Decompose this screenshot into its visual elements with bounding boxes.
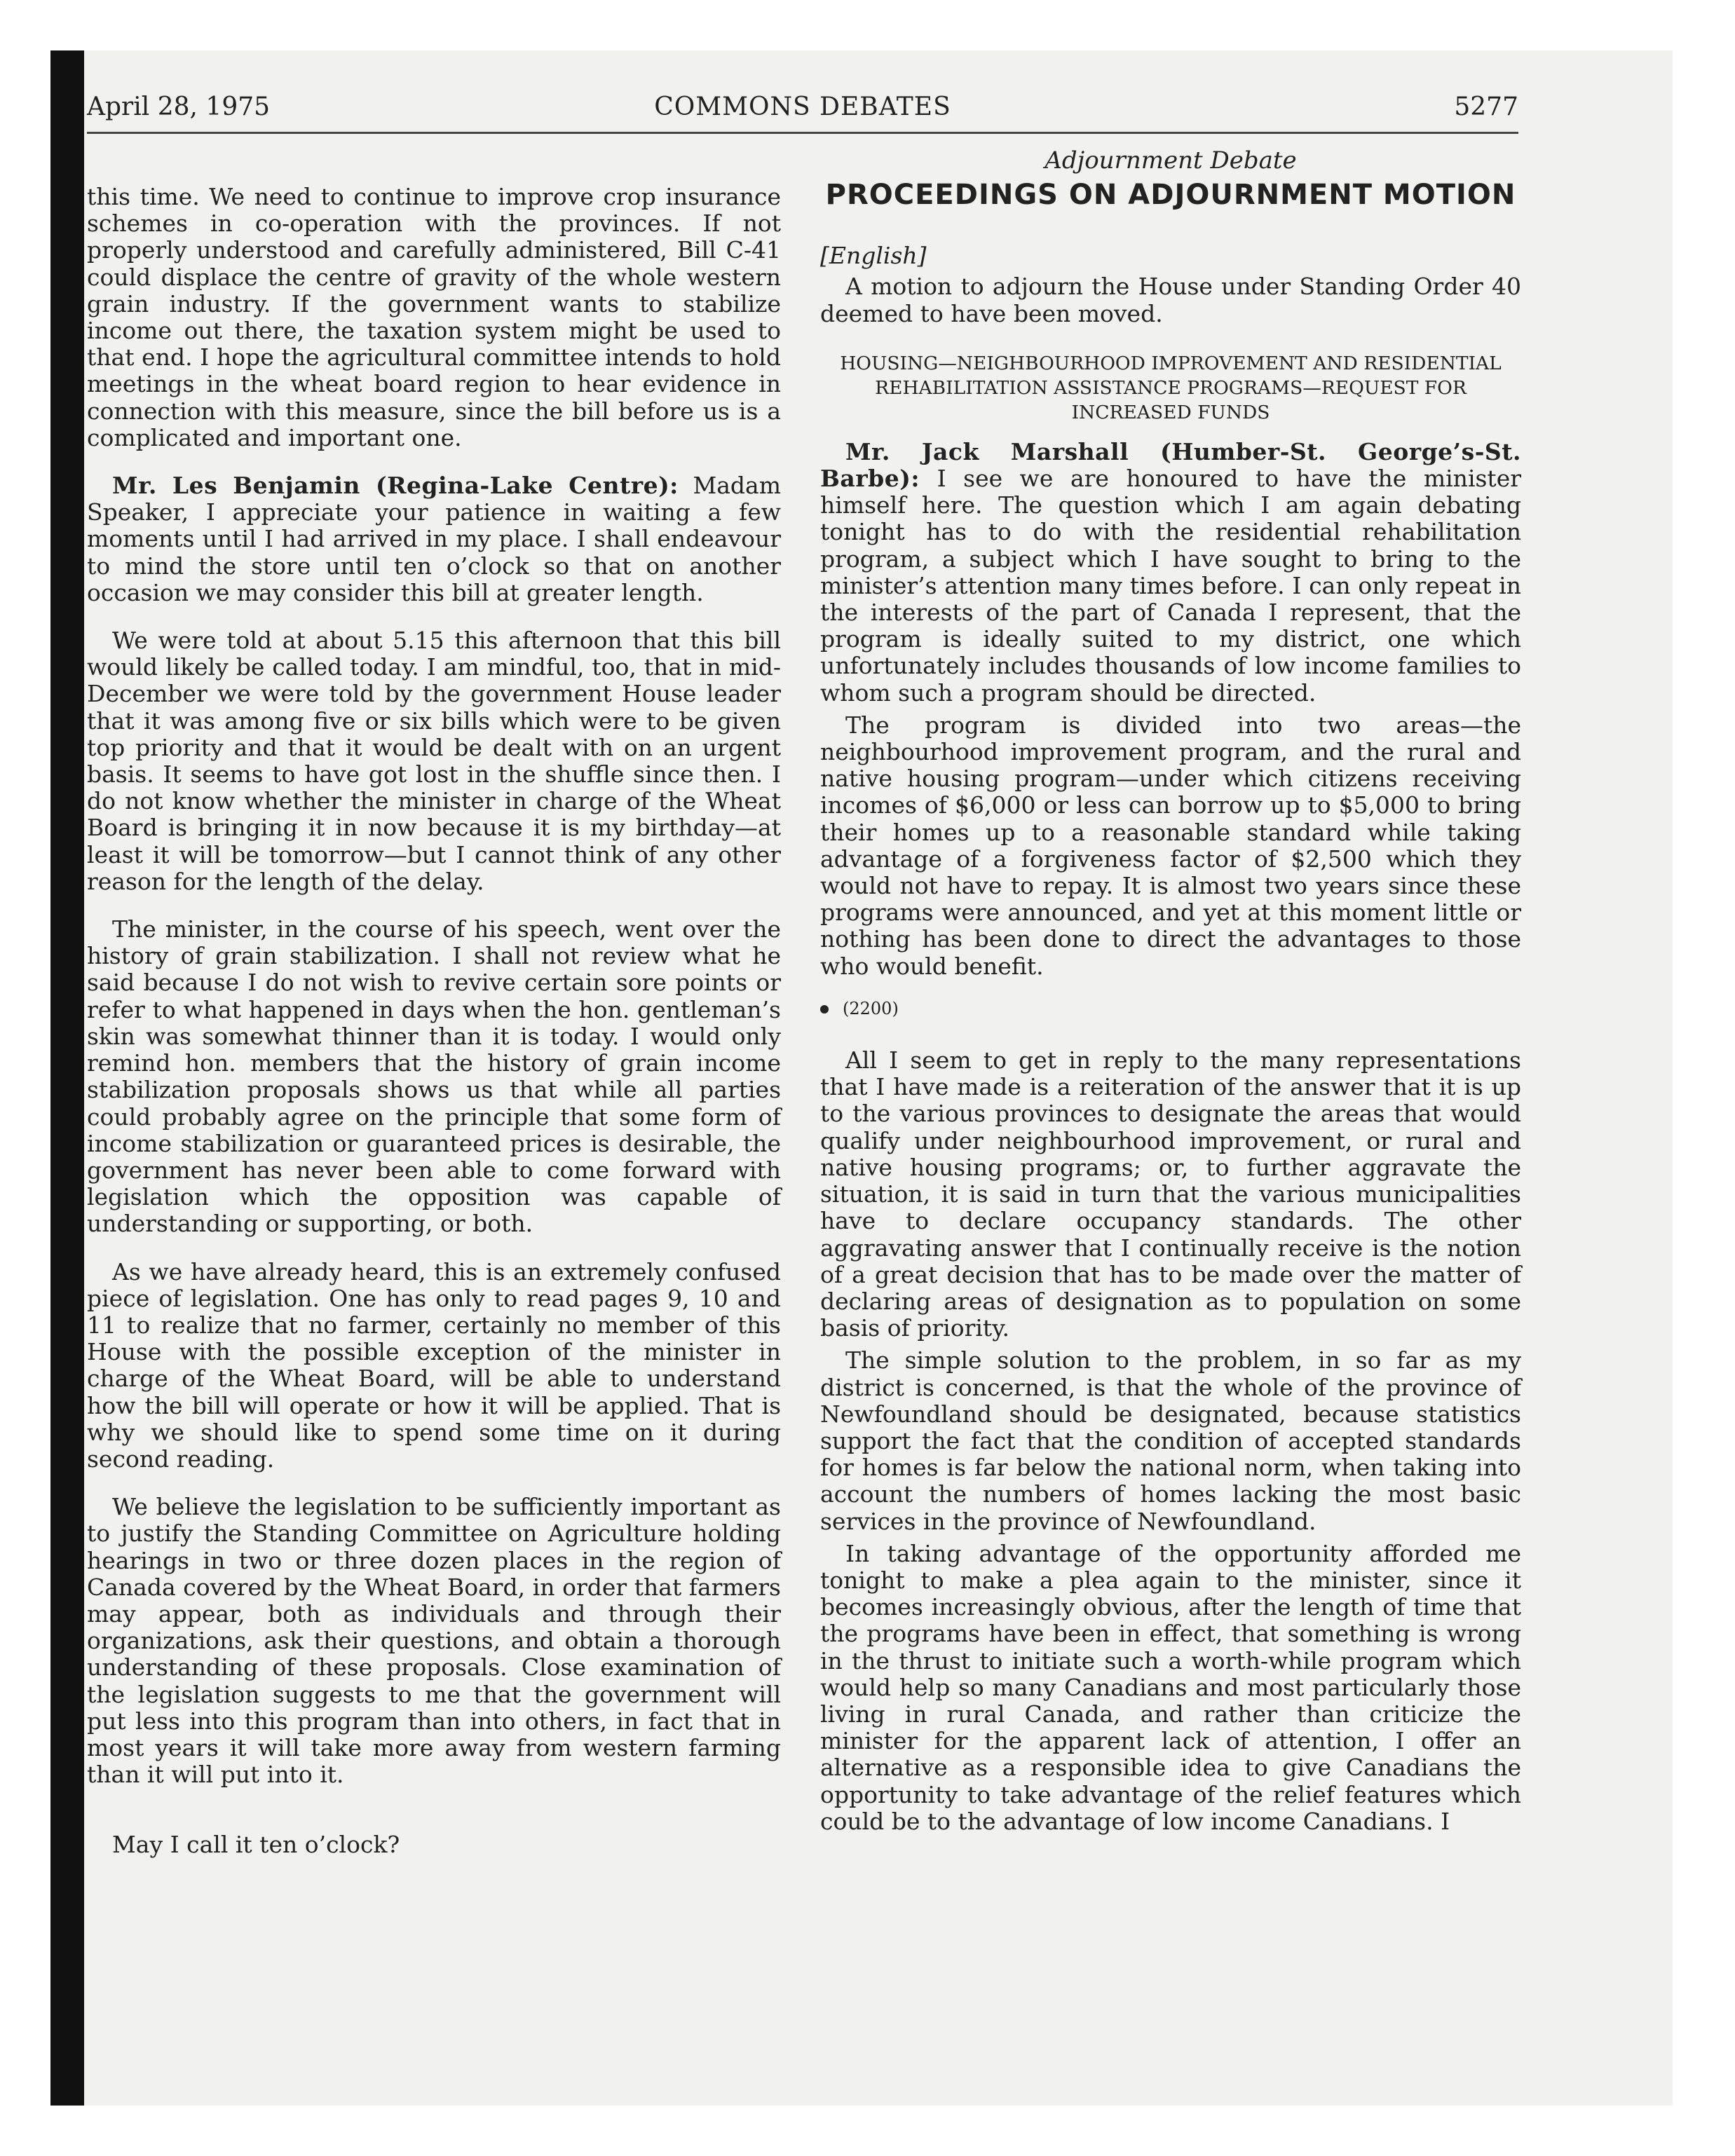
page-header xyxy=(87,93,1518,134)
section-label: Adjournment Debate xyxy=(1045,146,1297,175)
time-marker-text: (2200) xyxy=(843,998,899,1018)
right-column xyxy=(820,147,1521,1835)
paragraph: The minister, in the course of his speech, went over the history of grain stabilization. I shall not review what he said because I do not wish to revive certain sore points or refer to what happened in days when the hon. gentleman’s skin was somewhat thinner than it is today. I would only remind hon. members that the history of grain income stabilization proposals shows us that while all parties could probably agree on the principle that some form of income stabilization or guaranteed prices is desirable, the government has never been able to come forward with legislation which the opposition was capable of understanding or supporting, or both. xyxy=(87,915,781,1238)
paragraph: The simple solution to the problem, in so far as my district is concerned, is that the whole of the province of Newfoundland should be designated, because statistics support the fact that the condition of accepted standards for homes is far below the national norm, when taking into account the numbers of homes lacking the most basic services in the province of Newfoundland. xyxy=(820,1346,1521,1535)
paragraph: A motion to adjourn the House under Standing Order 40 deemed to have been moved. xyxy=(820,273,1521,327)
paragraph: As we have already heard, this is an extremely confused piece of legislation. One has only to read pages 9, 10 and 11 to realize that no farmer, certainly no member of this House with the possible exception of the minister in charge of the Wheat Board, will be able to understand how the bill will operate or how it will be applied. That is why we should like to spend some time on it during second reading. xyxy=(87,1257,781,1473)
speech-text: Madam Speaker, I appreciate your patience in waiting a few moments until I had arrived in my place. I shall endeavour to mind the store until ten o’clock so that on another occasion we may consider this bill at greater length. xyxy=(87,472,781,606)
paragraph: this time. We need to continue to improve crop insurance schemes in co-operation with the provinces. If not properly understood and carefully administered, Bill C-41 could displace the centre of gravity of the whole western grain industry. If the government wants to stabilize income out there, the taxation system might be used to that end. I hope the agricultural committee intends to hold meetings in the wheat board region to hear evidence in connection with this measure, since the bill before us is a complicated and important one. xyxy=(87,183,781,451)
header-page-number: 5277 xyxy=(1454,93,1518,121)
sub-heading: HOUSING—NEIGHBOURHOOD IMPROVEMENT AND RESIDENTIAL REHABILITATION ASSISTANCE PROGRAMS—REQUEST FOR INCREASED FUNDS xyxy=(840,352,1502,423)
paragraph: All I seem to get in reply to the many representations that I have made is a reiteration of the answer that it is up to the various provinces to designate the areas that would qualify under neighbourhood improvement, or rural and native housing programs; or, to further aggravate the situation, it is said in turn that the various municipalities have to declare occupancy standards. The other aggravating answer that I continually receive is the notion of a great decision that has to be made over the matter of declaring areas of designation as to population on some basis of priority. xyxy=(820,1046,1521,1342)
speaker-name: Mr. Jack Marshall (Humber-St. George’s-St. Barbe): xyxy=(820,437,1521,493)
paragraph xyxy=(820,439,1521,707)
header-date: April 28, 1975 xyxy=(87,93,271,121)
left-column xyxy=(87,184,781,1859)
speech-text: I see we are honoured to have the minister himself here. The question which I am again debating tonight has to do with the residential rehabilitation program, a subject which I have sought to bring to the minister’s attention many times before. I can only repeat in the interests of the part of Canada I represent, that the program is ideally suited to my district, one which unfortunately includes thousands of low income families to whom such a program should be directed. xyxy=(820,465,1521,707)
bullet-icon xyxy=(820,1005,829,1014)
language-tag: [English] xyxy=(820,242,927,270)
paragraph: We were told at about 5.15 this afternoon that this bill would likely be called today. I am mindful, too, that in mid-December we were told by the government House leader that it was among five or six bills which were to be given top priority and that it would be dealt with on an urgent basis. It seems to have got lost in the shuffle since then. I do not know whether the minister in charge of the Wheat Board is bringing it in now because it is my birthday—at least it will be tomorrow—but I cannot think of any other reason for the length of the delay. xyxy=(87,627,781,895)
time-marker xyxy=(820,995,1521,1022)
paragraph: May I call it ten o’clock? xyxy=(112,1831,400,1859)
header-title: COMMONS DEBATES xyxy=(654,93,951,121)
scan-edge-bar xyxy=(50,50,84,2106)
paragraph: In taking advantage of the opportunity afforded me tonight to make a plea again to the minister, since it becomes increasingly obvious, after the length of time that the programs have been in effect, that something is wrong in the thrust to initiate such a worth-while program which would help so many Canadians and most particularly those living in rural Canada, and rather than criticize the minister for the apparent lack of attention, I offer an alternative as a responsible idea to give Canadians the opportunity to take advantage of the relief features which could be to the advantage of low income Canadians. I xyxy=(820,1539,1521,1835)
paragraph: We believe the legislation to be sufficiently important as to justify the Standing Committee on Agriculture holding hearings in two or three dozen places in the region of Canada covered by the Wheat Board, in order that farmers may appear, both as individuals and through their organizations, ask their questions, and obtain a thorough understanding of these proposals. Close examination of the legislation suggests to me that the government will put less into this program than into others, in fact that in most years it will take more away from western farming than it will put into it. xyxy=(87,1493,781,1789)
paragraph: The program is divided into two areas—the neighbourhood improvement program, and the rural and native housing program—under which citizens receiving incomes of $6,000 or less can borrow up to $5,000 to bring their homes up to a reasonable standard while taking advantage of a forgiveness factor of $2,500 which they would not have to repay. It is almost two years since these programs were announced, and yet at this moment little or nothing has been done to direct the advantages to those who would benefit. xyxy=(820,711,1521,980)
section-title: PROCEEDINGS ON ADJOURNMENT MOTION xyxy=(825,179,1516,212)
paragraph xyxy=(87,472,781,606)
speaker-name: Mr. Les Benjamin (Regina-Lake Centre): xyxy=(112,472,679,500)
